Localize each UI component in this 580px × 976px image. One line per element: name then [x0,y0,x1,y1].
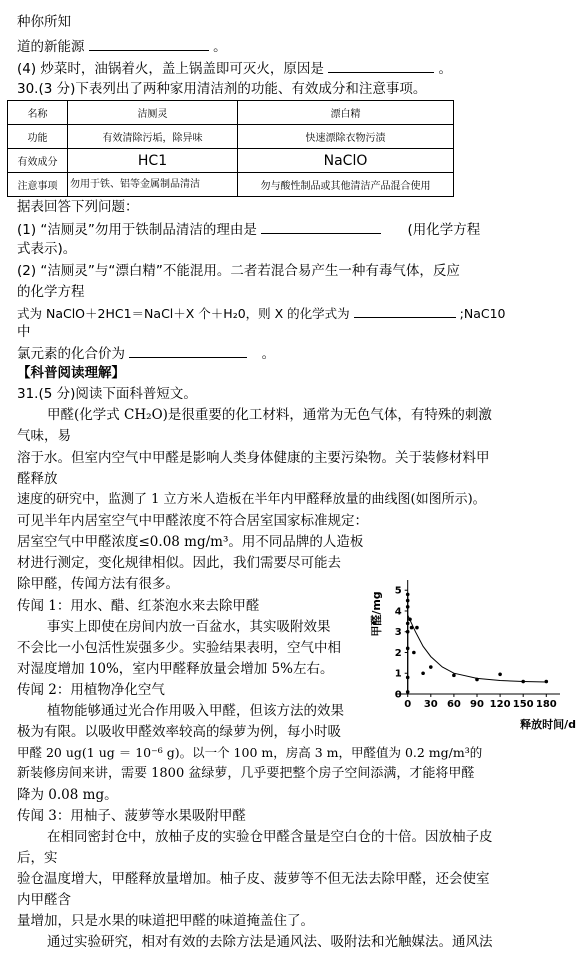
q31-paragraph-line: 验仓温度增大，甲醛释放量增加。柚子皮、菠萝等不但无法去除甲醛，还会使室 [17,871,490,887]
q30-question-1-line2: 式表示)。 [17,241,77,257]
data-point [406,593,410,597]
x-tick-label: 30 [423,699,438,710]
q31-paragraph-line: 溶于水。但室内空气中甲醛是影响人类身体健康的主要污染物。关于装修材料甲 [17,450,490,466]
x-tick-label: 90 [470,699,484,710]
y-tick-label: 5 [394,585,402,597]
q30-question-2-line1: (2) “洁厕灵”与“漂白精”不能混用。二者若混合易产生一种有毒气体，反应 [17,263,460,279]
data-point [475,678,479,682]
q31-paragraph-line: 新装修房间来讲，需要 1800 盆绿萝，几乎要把整个房子空间添满，才能将甲醛 [17,766,475,781]
q31-paragraph-line: 量增加，只是水果的味道把甲醛的味道掩盖住了。 [17,913,314,929]
q31-paragraph-line: 传闻 2：用植物净化空气 [17,682,165,698]
q31-intro: 31.(5 分)阅读下面科普短文。 [17,386,197,402]
q30-question-1-text: (1) “洁厕灵”勿用于铁制品清洁的理由是 [17,222,257,238]
q30-question-2-line2: 的化学方程 [17,284,85,300]
data-point [498,672,502,676]
formaldehyde-release-chart [368,576,578,736]
q30-question-2-line3-text: 式为 NaClO＋2HC1＝NaCl＋X 个＋H₂0，则 X 的化学式为 [17,306,350,321]
q31-paragraph-line: 传闻 1：用水、醋、红茶泡水来去除甲醛 [17,598,260,614]
table-row [8,149,454,173]
answer-blank[interactable] [129,344,247,358]
q29-line2-suffix: 。 [213,39,227,55]
q31-paragraph-line: 居室空气中甲醛浓度≤0.08 mg/m³。用不同品牌的人造板 [17,534,364,550]
q31-paragraph-line: 速度的研究中，监测了 1 立方米人造板在半年内甲醛释放量的曲线图(如图所示)。 [17,492,486,507]
q30-question-1-suffix: (用化学方程 [407,222,481,238]
q31-paragraph-line: 材进行测定，变化规律相似。因此，我们需要尽可能去 [17,555,341,571]
data-point [406,622,410,626]
table-header-cell: 名称 [8,101,68,125]
q31-paragraph-line: 除甲醛，传闻方法有很多。 [17,576,179,592]
data-point [410,626,414,630]
q31-paragraph-line: 内甲醛含 [17,892,71,908]
table-cell: 注意事项 [8,173,68,197]
data-point [406,690,410,694]
q30-question-2-line5 [17,344,275,363]
q31-paragraph-line: 醛释放 [17,471,58,487]
table-cell: 有效清除污垢，除异味 [68,125,238,149]
q31-paragraph-line: 传闻 3：用柚子、菠萝等水果吸附甲醛 [17,808,246,824]
data-point [452,674,456,678]
data-point [408,617,412,621]
cleaner-table [7,100,454,197]
x-tick-label: 150 [512,699,534,710]
table-header-cell: 漂白精 [238,101,454,125]
answer-blank[interactable] [328,59,434,73]
x-tick-label: 0 [404,699,412,710]
q29-line1: 种你所知 [17,14,71,30]
x-axis-label: 释放时间/d [520,718,576,731]
y-tick-label: 1 [394,668,402,680]
q30-question-2-line5-suffix: 。 [261,346,276,362]
section-heading: 【科普阅读理解】 [17,365,125,381]
table-cell: 快速漂除衣物污渍 [238,125,454,149]
data-point [406,630,410,634]
data-point [421,671,425,675]
table-cell: 勿与酸性制品或其他清洁产品混合使用 [238,173,454,197]
q30-question-2-line5-text: 氯元素的化合价为 [17,346,125,362]
q30-intro: 30.(3 分)下表列出了两种家用清洁剂的功能、有效成分和注意事项。 [17,81,427,97]
q30-prompt: 据表回答下列问题： [17,199,139,215]
q31-paragraph-line: 通过实验研究，相对有效的去除方法是通风法、吸附法和光触媒法。通风法 [47,934,493,950]
y-tick-label: 3 [394,627,402,639]
q31-paragraph-line: 后，实 [17,850,58,866]
data-point [429,665,433,669]
q31-paragraph-line: 植物能够通过光合作用吸入甲醛，但该方法的效果 [47,703,344,719]
x-tick-label: 60 [446,699,461,710]
y-tick-label: 0 [394,689,402,701]
q31-paragraph-line: 在相同密封仓中，放柚子皮的实验仓甲醛含量是空白仓的十倍。因放柚子皮 [47,829,493,845]
y-tick-label: 4 [394,606,402,618]
q30-question-2-line3 [17,304,506,323]
x-tick-label: 180 [535,699,557,710]
q29-line2 [17,37,227,56]
q31-paragraph-line: 不会比一小包活性炭强多少。实验结果表明，空气中相 [17,640,341,656]
q31-paragraph-line: 气味，易 [17,428,71,444]
y-axis-label: 甲醛/mg [370,591,383,637]
q31-paragraph-line: 甲醛 20 ug(1 ug ＝ 10⁻⁶ g)。以一个 100 m，房高 3 m，甲醛值为 0.2 mg/m³的 [17,745,483,760]
table-row [8,173,454,197]
data-point [545,680,549,684]
answer-blank[interactable] [261,220,381,234]
q31-paragraph-line: 降为 0.08 mg。 [17,787,118,803]
data-point [406,647,410,651]
answer-blank[interactable] [89,37,209,51]
data-point [406,605,410,609]
data-point [521,680,525,684]
table-cell: NaClO [238,149,454,173]
q29-question-4-text: (4) 炒菜时，油锅着火，盖上锅盖即可灭火，原因是 [17,61,324,77]
data-point [406,676,410,680]
q30-question-2-line3-suffix: ;NaC10 [459,306,506,321]
q31-paragraph-line: 对湿度增加 10%，室内甲醛释放量会增加 5%左右。 [17,661,334,677]
q30-question-1 [17,220,480,239]
table-cell: HC1 [68,149,238,173]
table-cell: 功能 [8,125,68,149]
data-point [415,626,419,630]
q31-paragraph-line: 极为有限。以吸收甲醛效率较高的绿萝为例，每小时吸 [17,724,341,740]
q31-paragraph-line: 事实上即使在房间内放一百盆水，其实吸附效果 [47,619,331,635]
answer-blank[interactable] [354,304,456,318]
chart-layer [395,580,560,710]
q31-paragraph-line: 甲醛(化学式 CH₂O)是很重要的化工材料，通常为无色气体，有特殊的刺激 [47,407,492,423]
fit-curve [408,615,547,682]
q30-question-2-line4: 中 [17,324,31,340]
data-point [412,651,416,655]
table-row [8,125,454,149]
y-tick-label: 2 [394,647,402,659]
q29-line2-prefix: 道的新能源 [17,39,85,55]
table-cell: 勿用于铁、铝等金属制品清洁 [68,173,238,197]
q31-paragraph-line: 可见半年内居室空气中甲醛浓度不符合居室国家标准规定： [17,513,368,529]
x-tick-label: 120 [489,699,511,710]
table-header-row [8,101,454,125]
q29-question-4 [17,59,452,78]
table-cell: 有效成分 [8,149,68,173]
table-header-cell: 洁厕灵 [68,101,238,125]
q29-question-4-suffix: 。 [438,61,453,77]
data-point [406,599,410,603]
